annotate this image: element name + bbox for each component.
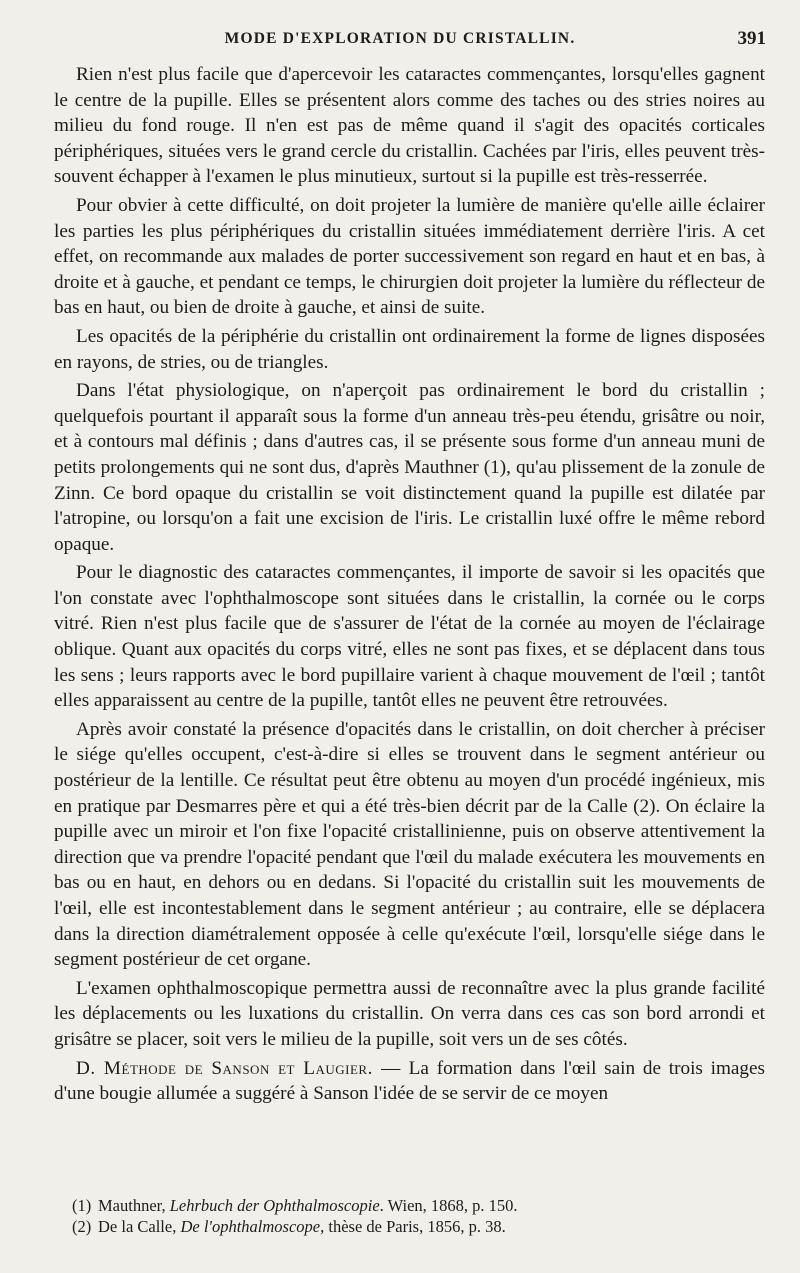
footnote-details: , thèse de Paris, 1856, p. 38. bbox=[320, 1216, 506, 1236]
footnote-author: Mauthner, bbox=[98, 1196, 166, 1215]
paragraph: L'examen ophthalmoscopique permettra aussi de reconnaître avec la plus grande facilité les déplacements ou les luxations du cristallin. On verra dans ces cas son bord arrondi et grisâtre se placer, soit vers le milieu de la pupille, soit vers un de ses côtés. bbox=[54, 977, 765, 1050]
running-title: MODE D'EXPLORATION DU CRISTALLIN. bbox=[224, 30, 576, 47]
paragraph: Rien n'est plus facile que d'apercevoir les cataractes commençantes, lorsqu'elles gagnent le centre de la pupille. Elles se présentent alors comme des taches ou des stries noires au milieu du fond rouge. Il n'en est pas de même quand il s'agit des opacités corticales périphériques, situées vers le grand cercle du cristallin. Cachées par l'iris, elles peuvent très-souvent échapper à l'examen le plus minutieux, surtout si la pupille est très-resserrée. bbox=[54, 64, 765, 188]
footnote bbox=[72, 1196, 762, 1217]
paragraph: Pour le diagnostic des cataractes commençantes, il importe de savoir si les opacités que l'on constate avec l'ophthalmoscope sont situées dans le cristallin, la cornée ou le corps vitré. Rien n'est plus facile que de s'assurer de l'état de la cornée au moyen de l'éclairage oblique. Quant aux opacités du corps vitré, elles ne sont pas fixes, et se déplacent dans tous les sens ; leurs rapports avec le bord pupillaire varient à chaque mouvement de l'œil ; tantôt elles apparaissent au centre de la pupille, tantôt elles ne peuvent être retrouvées. bbox=[54, 562, 765, 712]
running-head bbox=[0, 30, 800, 56]
footnote-title: De l'ophthalmoscope bbox=[180, 1216, 321, 1236]
footnote-title: Lehrbuch der Ophthalmoscopie bbox=[169, 1196, 380, 1215]
paragraph: Après avoir constaté la présence d'opacités dans le cristallin, on doit chercher à préciser le siége qu'elles occupent, c'est-à-dire si elles se trouvent dans le segment antérieur ou postérieur de la lentille. Ce résultat peut être obtenu au moyen d'un procédé ingénieux, mis en pratique par Desmarres père et qui a été très-bien décrit par de la Calle (2). On éclaire la pupille avec un miroir et l'on fixe l'opacité cristallinienne, puis on observe attentivement la direction que va prendre l'opacité pendant que l'œil du malade exécutera les mouvements en bas ou en haut, en dehors ou en dedans. Si l'opacité du cristallin suit les mouvements de l'œil, elle est incontestablement dans le segment antérieur ; au contraire, elle se déplacera dans la direction diamétralement opposée à celle qu'exécute l'œil, lorsqu'elle siége dans le segment postérieur de cet organe. bbox=[54, 718, 765, 971]
footnote-mark: (2) bbox=[72, 1216, 92, 1236]
paragraph: Pour obvier à cette difficulté, on doit projeter la lumière de manière qu'elle aille éclairer les parties les plus périphériques du cristallin situées immédiatement derrière l'iris. A cet effet, on recommande aux malades de porter successivement son regard en haut et en bas, à droite et à gauche, et pendant ce temps, le chirurgien doit projeter la lumière du réflecteur de bas en haut, ou bien de droite à gauche, et ainsi de suite. bbox=[54, 194, 765, 319]
body-text bbox=[54, 62, 765, 1110]
footnote-mark: (1) bbox=[72, 1196, 92, 1215]
paragraph: Les opacités de la périphérie du cristallin ont ordinairement la forme de lignes disposées en rayons, de stries, ou de triangles. bbox=[54, 325, 765, 373]
section-d-paragraph bbox=[54, 1056, 765, 1107]
footnote bbox=[72, 1217, 762, 1238]
section-text: La formation dans l'œil sain de trois images d'une bougie allumée a suggéré à Sanson l'idée de se servir de ce moyen bbox=[54, 1057, 766, 1105]
footnotes bbox=[72, 1196, 762, 1237]
footnote-author: De la Calle, bbox=[98, 1216, 177, 1236]
paragraph: Dans l'état physiologique, on n'aperçoit pas ordinairement le bord du cristallin ; quelquefois pourtant il apparaît sous la forme d'un anneau très-peu étendu, grisâtre ou noir, et à contours mal définis ; dans d'autres cas, il se présente sous forme d'un anneau muni de petits prolongements qui ne sont dus, d'après Mauthner (1), qu'au plissement de la zonule de Zinn. Ce bord opaque du cristallin se voit distinctement quand la pupille est dilatée par l'atropine, ou lorsqu'on a fait une excision de l'iris. Le cristallin luxé offre le même rebord opaque. bbox=[54, 380, 765, 555]
page-number: 391 bbox=[737, 28, 766, 49]
section-heading: D. Méthode de Sanson et Laugier. — bbox=[76, 1057, 401, 1079]
footnote-details: . Wien, 1868, p. 150. bbox=[379, 1196, 518, 1215]
